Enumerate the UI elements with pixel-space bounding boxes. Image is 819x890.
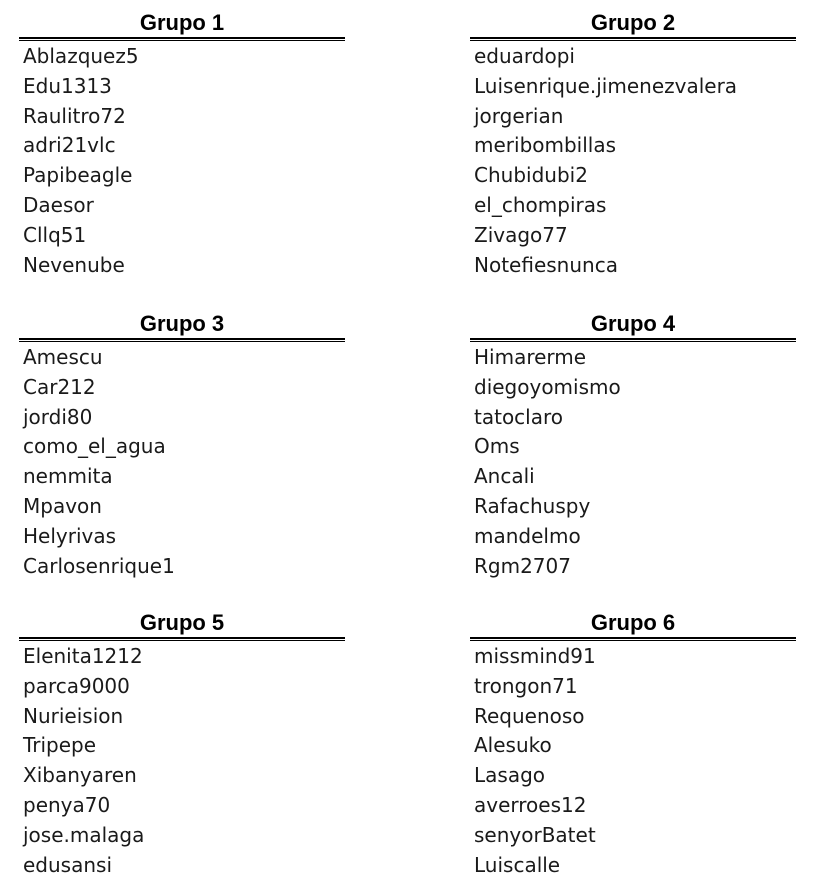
member-list xyxy=(470,42,796,280)
member-list xyxy=(19,642,345,880)
member-item: Elenita1212 xyxy=(23,644,143,668)
group-title: Grupo 6 xyxy=(590,610,676,635)
member-item: jordi80 xyxy=(23,404,93,429)
member-item: Car212 xyxy=(23,374,96,399)
group-title: Grupo 3 xyxy=(139,311,225,336)
member-item: Daesor xyxy=(23,192,94,217)
member-list xyxy=(470,642,796,880)
member-item: Requenoso xyxy=(474,703,585,728)
group-6 xyxy=(470,610,796,880)
member-item: Notefiesnunca xyxy=(474,252,618,277)
member-list xyxy=(470,343,796,581)
title-divider xyxy=(470,637,796,641)
member-item: Helyrivas xyxy=(23,523,117,548)
member-item: Rafachuspy xyxy=(474,493,591,518)
member-item: Rgm2707 xyxy=(474,553,571,578)
member-item: Mpavon xyxy=(23,493,102,518)
member-item: nemmita xyxy=(23,464,113,489)
member-item: Zivago77 xyxy=(474,222,568,247)
group-title: Grupo 1 xyxy=(139,10,225,35)
group-2 xyxy=(470,10,796,280)
member-item: averroes12 xyxy=(474,792,587,817)
member-item: tatoclaro xyxy=(474,404,564,429)
member-item: Alesuko xyxy=(474,733,552,758)
member-item: Luisenrique.jimenezvalera xyxy=(474,73,738,98)
member-item: trongon71 xyxy=(474,673,578,698)
member-item: edusansi xyxy=(23,852,113,877)
member-item: Carlosenrique1 xyxy=(23,553,175,578)
member-item: como_el_agua xyxy=(23,434,166,459)
title-divider xyxy=(19,37,345,41)
member-item: senyorBatet xyxy=(474,822,596,847)
group-3 xyxy=(19,311,345,581)
member-list xyxy=(19,343,345,581)
group-title: Grupo 5 xyxy=(139,610,225,635)
member-item: Ancali xyxy=(474,464,535,489)
member-list xyxy=(19,42,345,280)
member-item: Nurieision xyxy=(23,703,124,728)
member-item: Papibeagle xyxy=(23,163,133,188)
member-item: Edu1313 xyxy=(23,73,112,98)
member-item: parca9000 xyxy=(23,673,130,698)
group-title: Grupo 4 xyxy=(590,311,676,336)
title-divider xyxy=(470,338,796,342)
member-item: Cllq51 xyxy=(23,222,87,247)
group-title: Grupo 2 xyxy=(590,10,676,35)
member-item: Ablazquez5 xyxy=(23,44,139,68)
member-item: eduardopi xyxy=(474,44,575,68)
member-item: jose.malaga xyxy=(23,822,145,847)
member-item: diegoyomismo xyxy=(474,374,621,399)
member-item: Himarerme xyxy=(474,345,587,369)
member-item: Raulitro72 xyxy=(23,103,126,128)
member-item: Luiscalle xyxy=(474,852,561,877)
member-item: jorgerian xyxy=(474,103,564,128)
member-item: penya70 xyxy=(23,792,111,817)
group-1 xyxy=(19,10,345,280)
member-item: Chubidubi2 xyxy=(474,163,588,188)
member-item: Oms xyxy=(474,434,520,459)
group-4 xyxy=(470,311,796,581)
member-item: Tripepe xyxy=(23,733,97,758)
member-item: meribombillas xyxy=(474,133,617,158)
member-item: missmind91 xyxy=(474,644,596,668)
member-item: adri21vlc xyxy=(23,133,116,158)
member-item: Amescu xyxy=(23,345,103,369)
group-5 xyxy=(19,610,345,880)
member-item: Lasago xyxy=(474,763,546,788)
member-item: Xibanyaren xyxy=(23,763,137,788)
member-item: el_chompiras xyxy=(474,192,607,217)
title-divider xyxy=(470,37,796,41)
member-item: Nevenube xyxy=(23,252,125,277)
title-divider xyxy=(19,637,345,641)
member-item: mandelmo xyxy=(474,523,581,548)
title-divider xyxy=(19,338,345,342)
